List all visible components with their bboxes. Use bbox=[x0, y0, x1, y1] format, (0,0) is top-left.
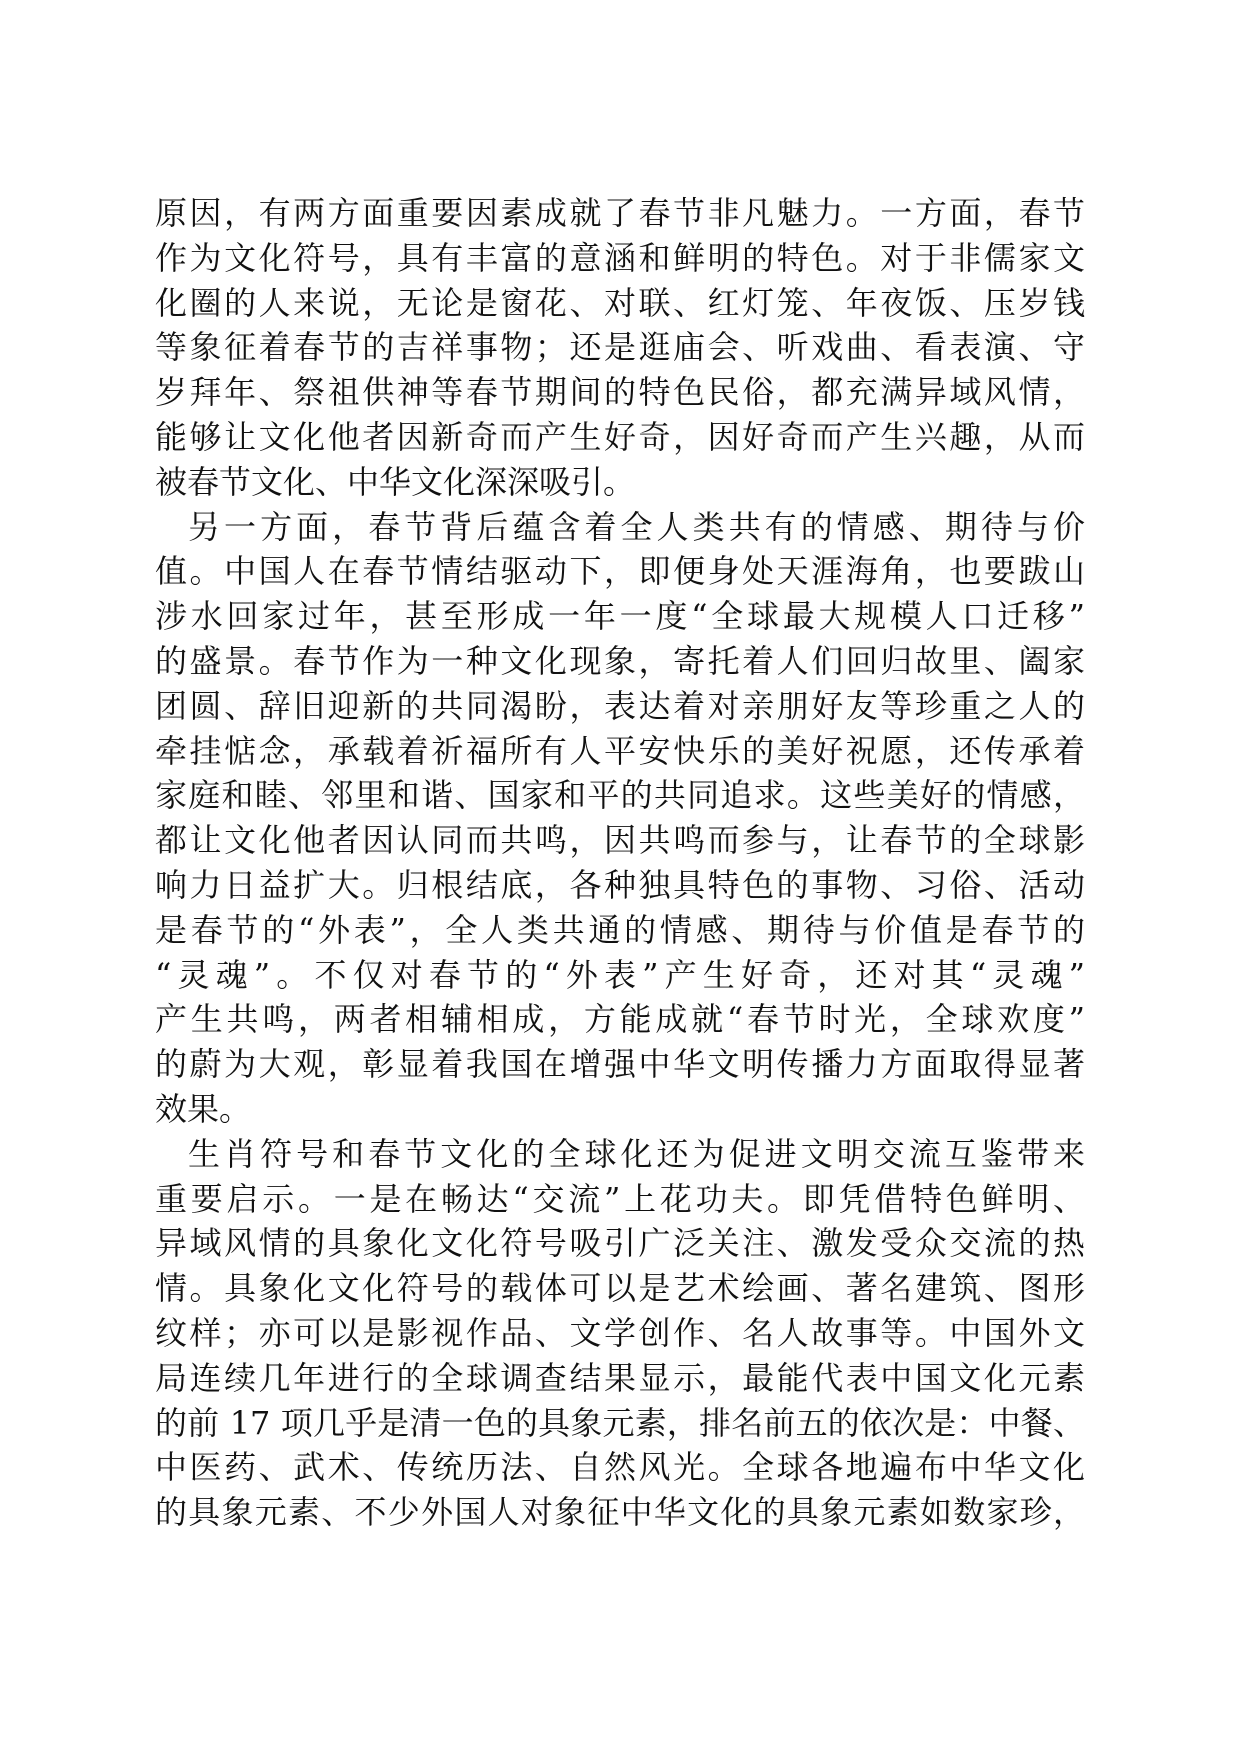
text-line: 效果。 bbox=[155, 1089, 252, 1128]
text-line: 局连续几年进行的全球调查结果显示，最能代表中国文化元素 bbox=[155, 1358, 1085, 1397]
text-line: “灵魂”。不仅对春节的“外表”产生好奇，还对其“灵魂” bbox=[155, 955, 1085, 994]
paragraph bbox=[155, 505, 1085, 1132]
text-line: 产生共鸣，两者相辅相成，方能成就“春节时光，全球欢度” bbox=[155, 1000, 1085, 1039]
text-line: 能够让文化他者因新奇而产生好奇，因好奇而产生兴趣，从而 bbox=[155, 417, 1085, 456]
paragraph bbox=[155, 191, 1085, 505]
text-line: 中医药、武术、传统历法、自然风光。全球各地遍布中华文化 bbox=[155, 1448, 1085, 1487]
text-line: 生肖符号和春节文化的全球化还为促进文明交流互鉴带来 bbox=[188, 1134, 1085, 1173]
text-line: 的盛景。春节作为一种文化现象，寄托着人们回归故里、阖家 bbox=[155, 641, 1085, 680]
text-line: 纹样；亦可以是影视作品、文学创作、名人故事等。中国外文 bbox=[155, 1313, 1085, 1352]
text-line: 情。具象化文化符号的载体可以是艺术绘画、著名建筑、图形 bbox=[155, 1269, 1085, 1308]
text-line: 原因，有两方面重要因素成就了春节非凡魅力。一方面，春节 bbox=[155, 194, 1085, 232]
text-line: 化圈的人来说，无论是窗花、对联、红灯笼、年夜饭、压岁钱 bbox=[155, 283, 1085, 322]
text-line: 家庭和睦、邻里和谐、国家和平的共同追求。这些美好的情感， bbox=[155, 776, 1085, 815]
text-line: 作为文化符号，具有丰富的意涵和鲜明的特色。对于非儒家文 bbox=[155, 238, 1085, 277]
text-line: 岁拜年、祭祖供神等春节期间的特色民俗，都充满异域风情， bbox=[155, 373, 1085, 412]
text-line: 的具象元素、不少外国人对象征中华文化的具象元素如数家珍， bbox=[155, 1493, 1085, 1532]
text-line: 另一方面，春节背后蕴含着全人类共有的情感、期待与价 bbox=[188, 507, 1085, 546]
text-line: 的前 17 项几乎是清一色的具象元素，排名前五的依次是：中餐、 bbox=[155, 1403, 1085, 1442]
text-line: 等象征着春节的吉祥事物；还是逛庙会、听戏曲、看表演、守 bbox=[155, 328, 1085, 367]
text-line: 重要启示。一是在畅达“交流”上花功夫。即凭借特色鲜明、 bbox=[155, 1179, 1085, 1218]
text-line: 被春节文化、中华文化深深吸引。 bbox=[155, 462, 636, 501]
text-line: 涉水回家过年，甚至形成一年一度“全球最大规模人口迁移” bbox=[155, 597, 1085, 636]
text-line: 是春节的“外表”，全人类共通的情感、期待与价值是春节的 bbox=[155, 910, 1085, 949]
text-line: 都让文化他者因认同而共鸣，因共鸣而参与，让春节的全球影 bbox=[155, 821, 1085, 860]
text-line: 团圆、辞旧迎新的共同渴盼，表达着对亲朋好友等珍重之人的 bbox=[155, 686, 1085, 725]
text-line: 牵挂惦念，承载着祈福所有人平安快乐的美好祝愿，还传承着 bbox=[155, 731, 1085, 770]
document-body bbox=[155, 191, 1085, 1535]
paragraph bbox=[155, 1132, 1085, 1535]
text-line: 异域风情的具象化文化符号吸引广泛关注、激发受众交流的热 bbox=[155, 1224, 1085, 1263]
text-line: 值。中国人在春节情结驱动下，即便身处天涯海角，也要跋山 bbox=[155, 552, 1085, 591]
text-line: 的蔚为大观，彰显着我国在增强中华文明传播力方面取得显著 bbox=[155, 1045, 1085, 1084]
text-line: 响力日益扩大。归根结底，各种独具特色的事物、习俗、活动 bbox=[155, 865, 1085, 904]
